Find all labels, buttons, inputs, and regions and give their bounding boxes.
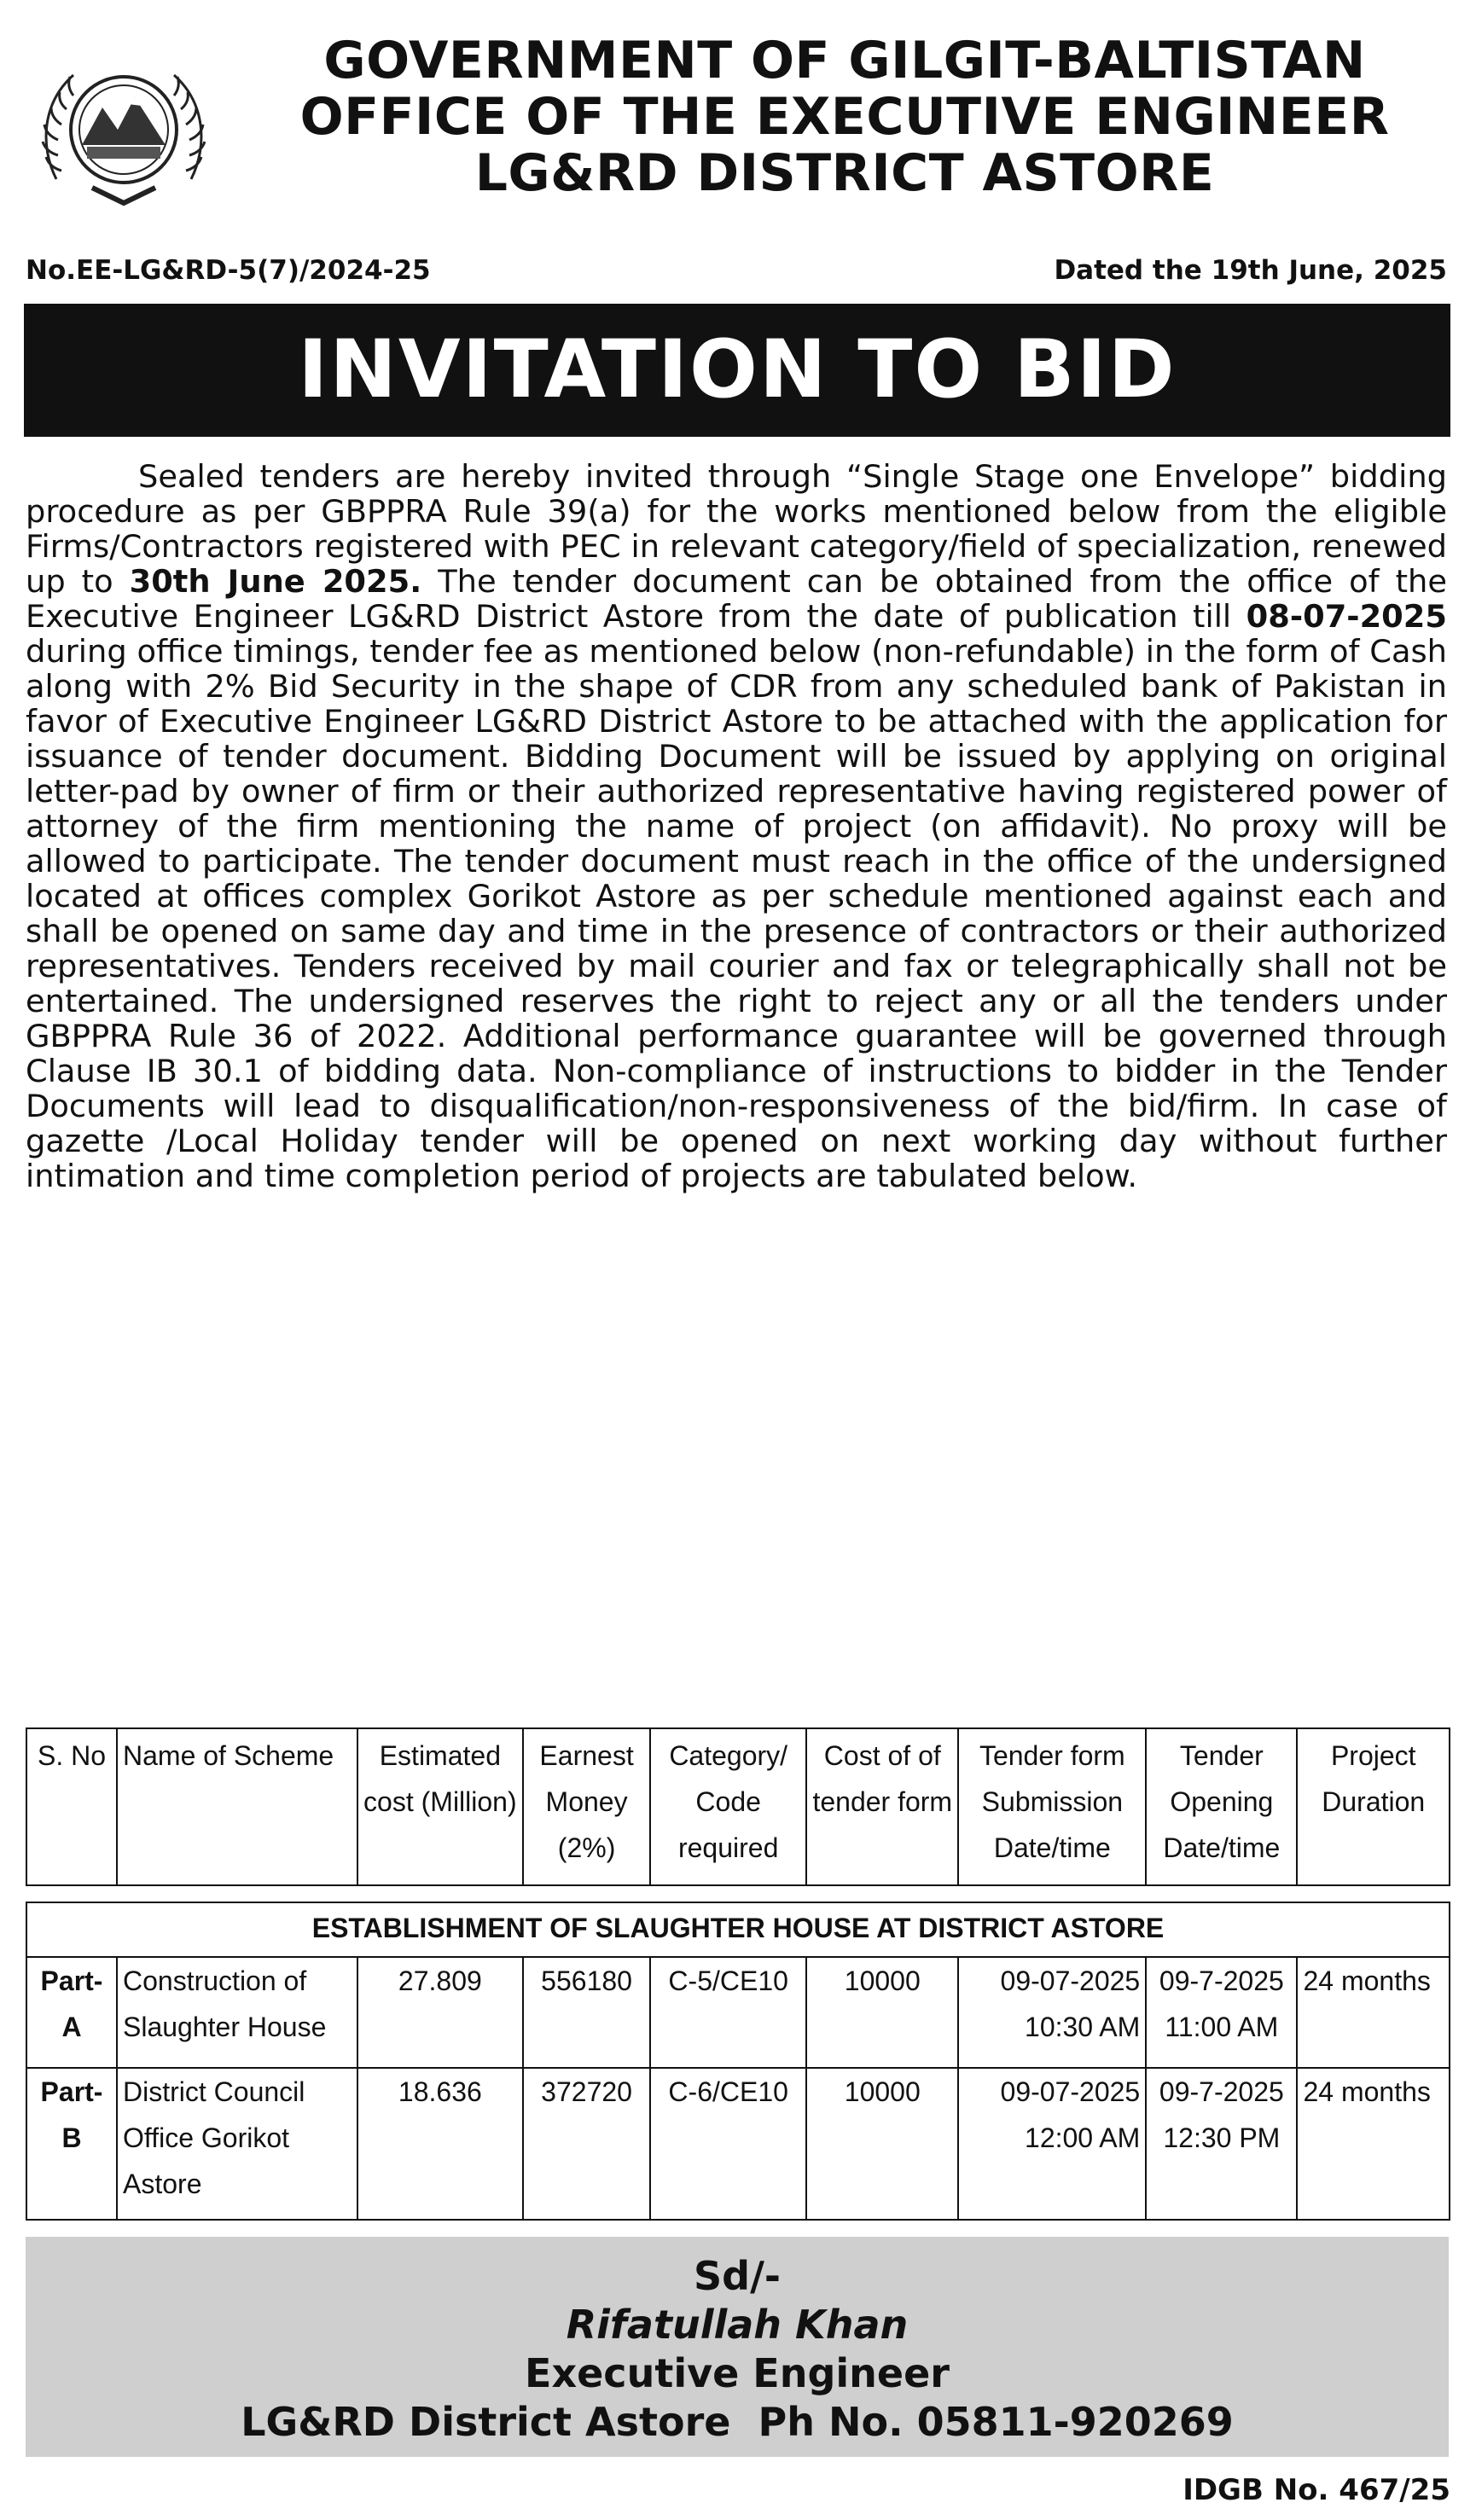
col-header-tender-fee: Cost of of tender form (806, 1728, 958, 1885)
reference-line (26, 249, 1447, 292)
cell-duration: 24 months (1297, 2068, 1450, 2220)
header-line-office: OFFICE OF THE EXECUTIVE ENGINEER (299, 87, 1390, 147)
opening-date: 09-7-2025 (1159, 2076, 1284, 2107)
table-header-row (26, 1728, 1450, 1885)
signatory-name: Rifatullah Khan (566, 2302, 909, 2348)
notice-title-banner: INVITATION TO BID (24, 304, 1450, 437)
col-header-duration: Project Duration (1297, 1728, 1450, 1885)
col-header-opening: Tender Opening Date/time (1146, 1728, 1297, 1885)
signatory-designation: Executive Engineer (525, 2350, 950, 2396)
cell-scheme-name: Construction of Slaughter House (117, 1957, 357, 2068)
signature-block (26, 2237, 1449, 2457)
cell-part: Part-B (26, 2068, 117, 2220)
submission-date: 09-07-2025 (1000, 1965, 1141, 1996)
table-spacer (26, 1885, 1450, 1902)
tender-schedule-table (26, 1727, 1450, 2221)
header-line-district: LG&RD DISTRICT ASTORE (474, 143, 1215, 203)
table-section-row (26, 1902, 1450, 1957)
table-row (26, 2068, 1450, 2220)
submission-time: 10:30 AM (1025, 2012, 1141, 2042)
opening-date: 09-7-2025 (1159, 1965, 1284, 1996)
submission-date: 09-07-2025 (1000, 2076, 1141, 2107)
col-header-category: Category/ Code required (650, 1728, 806, 1885)
cell-scheme-name: District Council Office Gorikot Astore (117, 2068, 357, 2220)
body-text-part-1: Sealed tenders are hereby invited through “Single Stage one Envelope” bidding procedure as per GBPPRA Rule 39(a) for the works mentioned below from the eligible Firms/Contractors registered with PEC in relevant category/field of specialization, renewed up to (26, 458, 1447, 600)
opening-time: 12:30 PM (1163, 2122, 1281, 2153)
cell-earnest-money: 556180 (523, 1957, 650, 2068)
cell-submission (958, 1957, 1146, 2068)
body-text-part-3: during office timings, tender fee as mentioned below (non-refundable) in the form of Cash along with 2% Bid Security in the shape of CDR from any scheduled bank of Pakistan in favor of Executive Engineer LG&RD District Astore to be attached with the application for issuance of tender document. Bidding Document will be issued by applying on original letter-pad by owner of firm or their authorized representative having registered power of attorney of the firm mentioning the name of project (on affidavit). No proxy will be allowed to participate. The tender document must reach in the office of the undersigned located at offices complex Gorikot Astore as per schedule mentioned against each and shall be opened on same day and time in the presence of contractors or their authorized representatives. Tenders received by mail courier and fax or telegraphically shall not be entertained. The undersigned reserves the right to reject any or all the tenders under GBPPRA Rule 36 of 2022. Additional performance guarantee will be governed through Clause IB 30.1 of bidding data. Non-compliance of instructions to bidder in the Tender Documents will lead to disqualification/non-responsiveness of the bid/firm. In case of gazette /Local Holiday tender will be opened on next working day without further intimation and time completion period of projects are tabulated below. (26, 633, 1447, 1194)
body-deadline-renewal: 30th June 2025. (129, 563, 422, 600)
cell-tender-fee: 10000 (806, 1957, 958, 2068)
body-deadline-document: 08-07-2025 (1246, 598, 1447, 635)
col-header-sno: S. No (26, 1728, 117, 1885)
cell-submission (958, 2068, 1146, 2220)
cell-part: Part-A (26, 1957, 117, 2068)
cell-tender-fee: 10000 (806, 2068, 958, 2220)
government-emblem-icon (32, 51, 215, 213)
signatory-office-phone: LG&RD District Astore Ph No. 05811-920269 (241, 2399, 1234, 2445)
col-header-earnest-money: Earnest Money (2%) (523, 1728, 650, 1885)
header-line-government: GOVERNMENT OF GILGIT-BALTISTAN (323, 31, 1366, 90)
col-header-submission: Tender form Submission Date/time (958, 1728, 1146, 1885)
reference-number: No.EE-LG&RD-5(7)/2024-25 (26, 255, 431, 286)
submission-time: 12:00 AM (1025, 2122, 1141, 2153)
body-text-part-2: The tender document can be obtained from the office of the Executive Engineer LG&RD District Astore from the date of publication till (26, 563, 1447, 635)
col-header-name: Name of Scheme (117, 1728, 357, 1885)
cell-estimated-cost: 18.636 (357, 2068, 523, 2220)
section-title: ESTABLISHMENT OF SLAUGHTER HOUSE AT DISTRICT ASTORE (26, 1902, 1450, 1957)
office-header (230, 32, 1459, 201)
cell-earnest-money: 372720 (523, 2068, 650, 2220)
cell-category: C-5/CE10 (650, 1957, 806, 2068)
opening-time: 11:00 AM (1165, 2012, 1279, 2042)
cell-estimated-cost: 27.809 (357, 1957, 523, 2068)
cell-duration: 24 months (1297, 1957, 1450, 2068)
idgb-number: IDGB No. 467/25 (1183, 2473, 1450, 2507)
col-header-cost: Estimated cost (Million) (357, 1728, 523, 1885)
cell-opening (1146, 2068, 1297, 2220)
cell-opening (1146, 1957, 1297, 2068)
table-row (26, 1957, 1450, 2068)
notice-date: Dated the 19th June, 2025 (1054, 255, 1447, 286)
cell-category: C-6/CE10 (650, 2068, 806, 2220)
signature-sd: Sd/- (694, 2253, 781, 2299)
notice-body-paragraph (26, 459, 1447, 1193)
